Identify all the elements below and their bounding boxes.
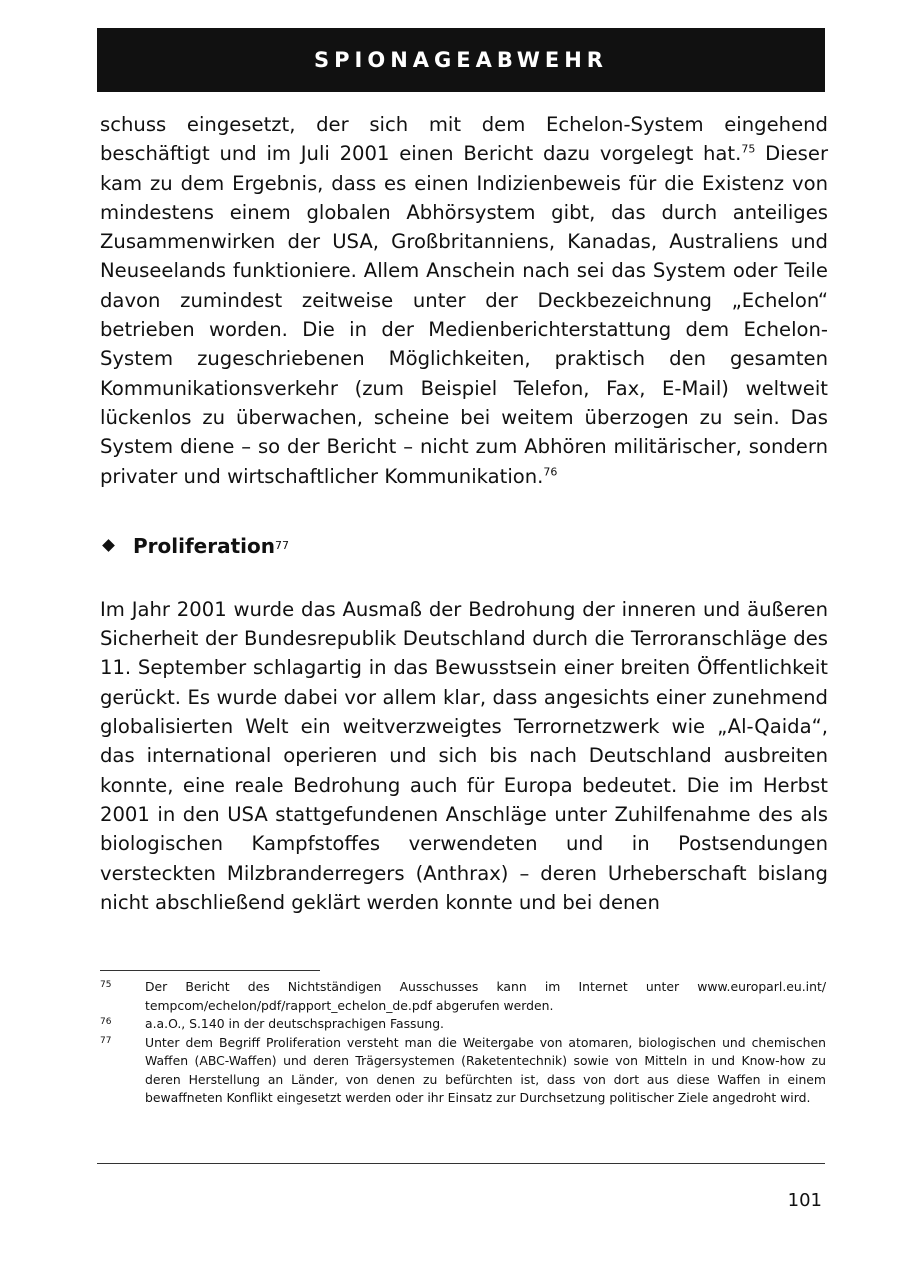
paragraph-echelon-text-2: Dieser kam zu dem Ergebnis, dass es einen Indizienbeweis für die Existenz von mindestens einem globalen Abhörsystem gibt, das durch anteiliges Zusammenwirken der USA, Großbritanniens, Kanadas, Australiens und Neuseelands funktioniere. Allem Anschein nach sei das System oder Teile davon zumindest zeitweise unter der Deckbezeichnung „Echelon“ betrieben worden. Die in der Medienberichterstattung dem Echelon-System zugeschriebenen Möglichkeiten, praktisch den gesamten Kommunikationsverkehr (zum Beispiel Telefon, Fax, E-Mail) weltweit lückenlos zu überwachen, scheine bei weitem überzogen zu sein. Das System diene – so der Bericht – nicht zum Abhören militärischer, sondern privater und wirtschaftlicher Kommunikation. xyxy=(100,142,828,488)
heading-text: Proliferation xyxy=(133,533,275,558)
footnote-divider xyxy=(100,970,320,971)
diamond-bullet-icon xyxy=(102,539,115,552)
footnote-76 xyxy=(100,1015,826,1034)
paragraph-echelon-text-1: schuss eingesetzt, der sich mit dem Echelon-System eingehend beschäftigt und im Juli 2001 einen Bericht dazu vorgelegt hat. xyxy=(100,113,828,166)
main-content xyxy=(100,110,828,917)
footnote-ref-76[interactable]: 76 xyxy=(543,465,558,479)
page-number: 101 xyxy=(787,1190,822,1211)
footnote-text: Der Bericht des Nichtständigen Ausschusses kann im Internet unter www.europarl.eu.int/ tempcom/echelon/pdf/rapport_echelon_de.pdf abgerufen werden. xyxy=(145,979,826,1013)
paragraph-echelon xyxy=(100,110,828,491)
footnote-number: 76 xyxy=(100,1017,112,1027)
footnotes xyxy=(100,978,826,1108)
footnote-75 xyxy=(100,978,826,1015)
section-heading-proliferation: Proliferation 77 xyxy=(100,531,828,561)
paragraph-proliferation xyxy=(100,595,828,917)
footnote-text: Unter dem Begriff Proliferation versteht man die Weitergabe von atomaren, biologischen und chemischen Waffen (ABC-Waffen) und deren Trägersystemen (Raketentechnik) sowie von Mitteln in und Know-how zu deren Herstellung an Länder, von denen zu befürchten ist, dass von dort aus diese Waffen in einem bewaffneten Konflikt eingesetzt werden oder ihr Einsatz zur Durchsetzung politischer Ziele angedroht wird. xyxy=(145,1034,826,1105)
footnote-text: a.a.O., S.140 in der deutschsprachigen Fassung. xyxy=(145,1016,444,1031)
section-title: SPIONAGEABWEHR xyxy=(314,48,608,72)
paragraph-proliferation-text: Im Jahr 2001 wurde das Ausmaß der Bedrohung der inneren und äußeren Sicherheit der Bundesrepublik Deutschland durch die Terroranschläge des 11. September schlagartig in das Bewusstsein einer breiten Öffentlichkeit gerückt. Es wurde dabei vor allem klar, dass angesichts einer zunehmend globalisierten Welt ein weitverzweigtes Terrornetzwerk wie „Al-Qaida“, das international operieren und sich bis nach Deutschland ausbreiten konnte, eine reale Bedrohung auch für Europa bedeutet. Die im Herbst 2001 in den USA stattgefundenen Anschläge unter Zuhilfenahme des als biologischen Kampfstoffes verwendeten und in Postsendungen versteckten Milzbranderregers (Anthrax) – deren Urheberschaft bislang nicht abschließend geklärt werden konnte und bei denen xyxy=(100,597,828,914)
footnote-number: 77 xyxy=(100,1035,112,1046)
footnote-77 xyxy=(100,1034,826,1108)
footnote-number: 75 xyxy=(100,980,112,990)
footnote-ref-75[interactable]: 75 xyxy=(741,142,756,156)
section-header-bar xyxy=(97,28,825,92)
page-bottom-divider xyxy=(97,1163,825,1164)
